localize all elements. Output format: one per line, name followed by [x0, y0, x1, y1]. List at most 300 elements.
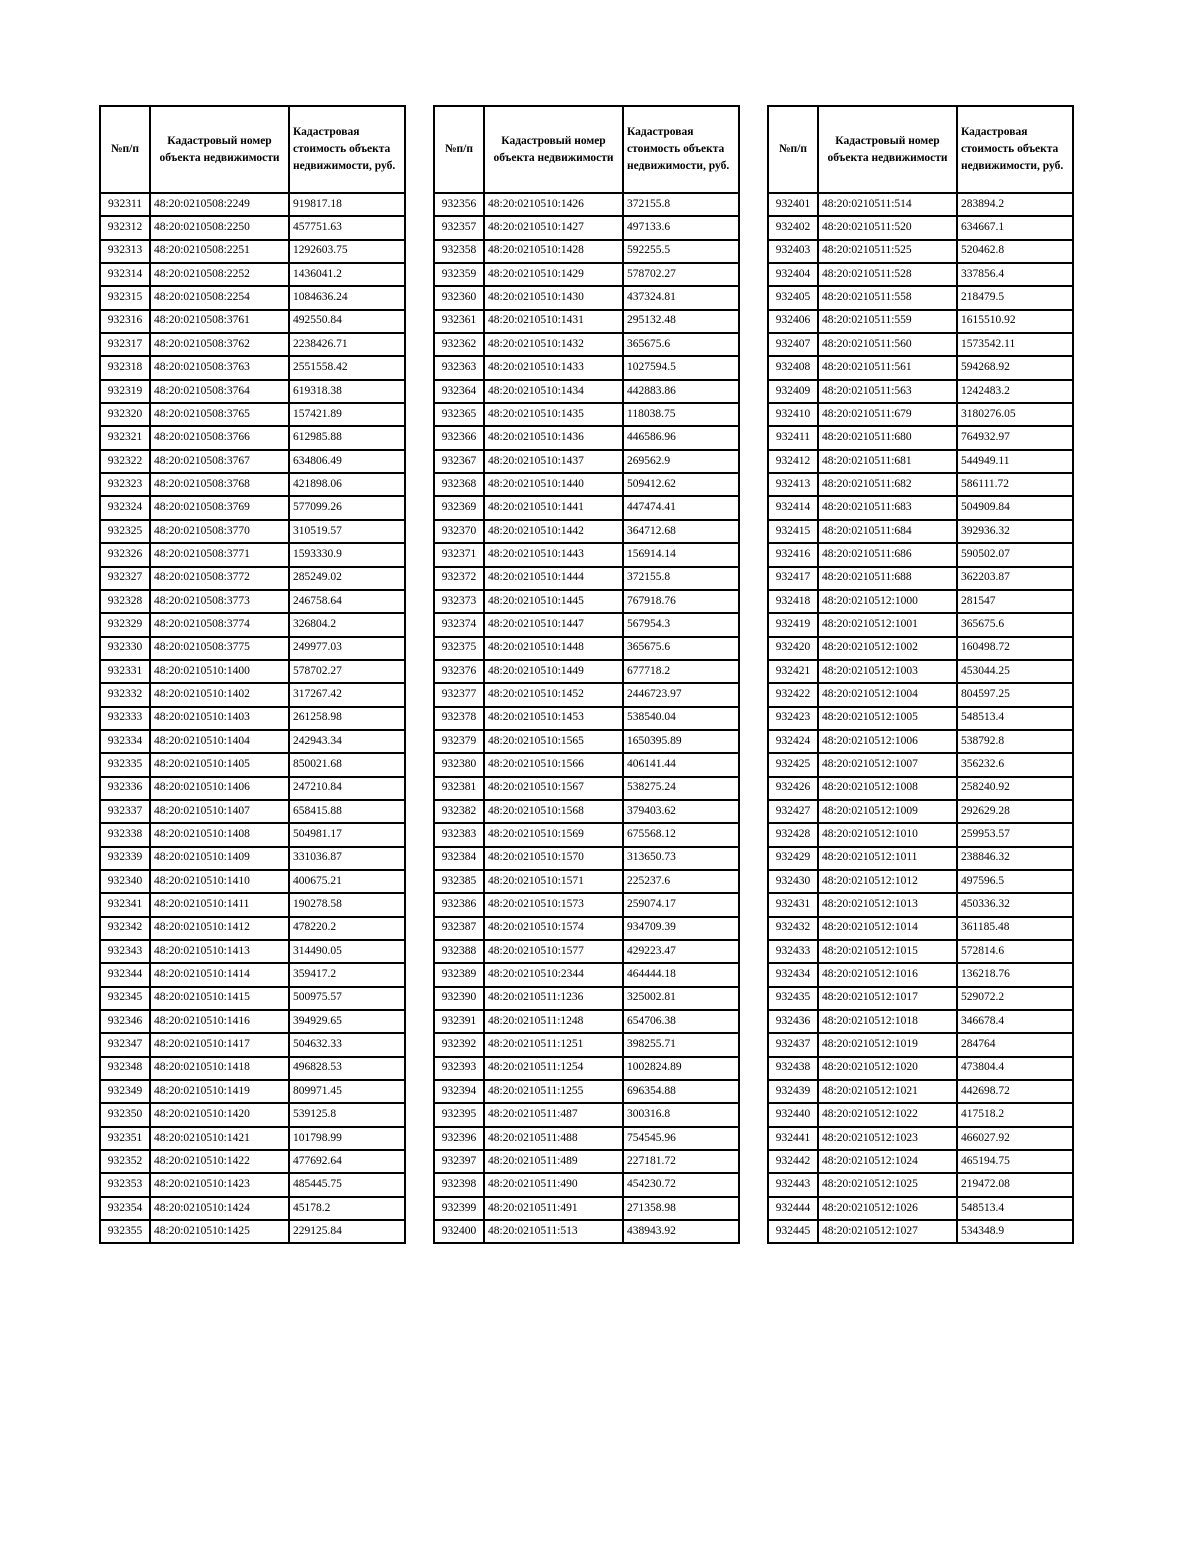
row-number-cell: 932348 [100, 1057, 150, 1080]
cadastral-value-cell: 567954.3 [623, 613, 739, 636]
cadastral-number-cell: 48:20:0210510:1416 [150, 1010, 289, 1033]
cadastral-number-cell: 48:20:0210511:487 [484, 1103, 623, 1126]
row-number-cell: 932369 [434, 496, 484, 519]
cadastral-number-cell: 48:20:0210510:1407 [150, 800, 289, 823]
cadastral-value-cell: 1615510.92 [957, 310, 1073, 333]
table-row [100, 590, 405, 613]
cadastral-number-cell: 48:20:0210510:1406 [150, 777, 289, 800]
cadastral-number-cell: 48:20:0210510:1445 [484, 590, 623, 613]
cadastral-number-cell: 48:20:0210512:1016 [818, 963, 957, 986]
cadastral-value-cell: 314490.05 [289, 940, 405, 963]
table-row [768, 1220, 1073, 1243]
table-row [768, 800, 1073, 823]
row-number-cell: 932431 [768, 893, 818, 916]
table-row [434, 567, 739, 590]
cadastral-number-cell: 48:20:0210511:684 [818, 520, 957, 543]
table-row [434, 637, 739, 660]
row-number-cell: 932356 [434, 193, 484, 216]
cadastral-value-cell: 677718.2 [623, 660, 739, 683]
cadastral-value-cell: 283894.2 [957, 193, 1073, 216]
cadastral-value-cell: 238846.32 [957, 847, 1073, 870]
row-number-cell: 932433 [768, 940, 818, 963]
cadastral-value-cell: 259953.57 [957, 823, 1073, 846]
cadastral-value-cell: 247210.84 [289, 777, 405, 800]
cadastral-number-cell: 48:20:0210512:1014 [818, 917, 957, 940]
cadastral-number-cell: 48:20:0210512:1021 [818, 1080, 957, 1103]
row-number-cell: 932390 [434, 987, 484, 1010]
cadastral-number-cell: 48:20:0210510:1426 [484, 193, 623, 216]
cadastral-value-cell: 392936.32 [957, 520, 1073, 543]
cadastral-number-cell: 48:20:0210510:1428 [484, 240, 623, 263]
cadastral-number-cell: 48:20:0210511:1254 [484, 1057, 623, 1080]
table-row [100, 310, 405, 333]
cadastral-value-cell: 372155.8 [623, 567, 739, 590]
row-number-cell: 932438 [768, 1057, 818, 1080]
row-number-cell: 932311 [100, 193, 150, 216]
cadastral-value-cell: 269562.9 [623, 450, 739, 473]
cadastral-value-cell: 258240.92 [957, 777, 1073, 800]
table-header-row [100, 106, 405, 193]
cadastral-value-cell: 764932.97 [957, 426, 1073, 449]
cadastral-value-cell: 45178.2 [289, 1197, 405, 1220]
row-number-cell: 932378 [434, 707, 484, 730]
row-number-cell: 932440 [768, 1103, 818, 1126]
table-row [768, 403, 1073, 426]
cadastral-value-cell: 249977.03 [289, 637, 405, 660]
cadastral-number-cell: 48:20:0210511:513 [484, 1220, 623, 1243]
cadastral-value-cell: 1650395.89 [623, 730, 739, 753]
cadastral-number-cell: 48:20:0210510:1573 [484, 893, 623, 916]
cadastral-number-cell: 48:20:0210512:1009 [818, 800, 957, 823]
cadastral-value-cell: 477692.64 [289, 1150, 405, 1173]
table-row [434, 1220, 739, 1243]
cadastral-number-cell: 48:20:0210510:1444 [484, 567, 623, 590]
table-row [100, 356, 405, 379]
table-row [434, 263, 739, 286]
cadastral-value-cell: 331036.87 [289, 847, 405, 870]
table-row [768, 707, 1073, 730]
cadastral-value-cell: 442883.86 [623, 380, 739, 403]
table-row [768, 380, 1073, 403]
row-number-cell: 932441 [768, 1127, 818, 1150]
cadastral-number-cell: 48:20:0210511:559 [818, 310, 957, 333]
row-number-cell: 932333 [100, 707, 150, 730]
row-number-cell: 932443 [768, 1173, 818, 1196]
row-number-cell: 932444 [768, 1197, 818, 1220]
cadastral-number-cell: 48:20:0210512:1003 [818, 660, 957, 683]
cadastral-number-cell: 48:20:0210510:1429 [484, 263, 623, 286]
row-number-cell: 932381 [434, 777, 484, 800]
cadastral-value-cell: 365675.6 [623, 333, 739, 356]
cadastral-value-cell: 592255.5 [623, 240, 739, 263]
row-number-cell: 932402 [768, 216, 818, 239]
row-number-cell: 932413 [768, 473, 818, 496]
cadastral-value-cell: 325002.81 [623, 987, 739, 1010]
row-number-cell: 932430 [768, 870, 818, 893]
cadastral-number-cell: 48:20:0210511:1236 [484, 987, 623, 1010]
row-number-cell: 932379 [434, 730, 484, 753]
row-number-cell: 932376 [434, 660, 484, 683]
cadastral-number-cell: 48:20:0210510:1432 [484, 333, 623, 356]
cadastral-table-1 [99, 105, 406, 1244]
cadastral-value-cell: 442698.72 [957, 1080, 1073, 1103]
cadastral-value-cell: 372155.8 [623, 193, 739, 216]
row-number-cell: 932388 [434, 940, 484, 963]
cadastral-number-cell: 48:20:0210510:1415 [150, 987, 289, 1010]
cadastral-value-cell: 509412.62 [623, 473, 739, 496]
cadastral-number-cell: 48:20:0210510:1431 [484, 310, 623, 333]
cadastral-number-cell: 48:20:0210510:1437 [484, 450, 623, 473]
cadastral-number-cell: 48:20:0210511:1251 [484, 1033, 623, 1056]
cadastral-value-cell: 2238426.71 [289, 333, 405, 356]
cadastral-value-cell: 520462.8 [957, 240, 1073, 263]
cadastral-value-cell: 2446723.97 [623, 683, 739, 706]
table-row [768, 963, 1073, 986]
row-number-cell: 932410 [768, 403, 818, 426]
row-number-cell: 932330 [100, 637, 150, 660]
cadastral-value-cell: 242943.34 [289, 730, 405, 753]
row-number-cell: 932377 [434, 683, 484, 706]
row-number-cell: 932437 [768, 1033, 818, 1056]
cadastral-number-cell: 48:20:0210508:3762 [150, 333, 289, 356]
table-row [434, 963, 739, 986]
cadastral-number-cell: 48:20:0210510:1400 [150, 660, 289, 683]
cadastral-number-cell: 48:20:0210508:3771 [150, 543, 289, 566]
cadastral-value-cell: 504981.17 [289, 823, 405, 846]
cadastral-number-cell: 48:20:0210510:1409 [150, 847, 289, 870]
table-row [768, 777, 1073, 800]
table-header-row [434, 106, 739, 193]
table-row [100, 847, 405, 870]
row-number-cell: 932335 [100, 753, 150, 776]
cadastral-number-cell: 48:20:0210512:1000 [818, 590, 957, 613]
cadastral-number-cell: 48:20:0210512:1012 [818, 870, 957, 893]
table-row [100, 637, 405, 660]
cadastral-value-cell: 804597.25 [957, 683, 1073, 706]
cadastral-value-cell: 572814.6 [957, 940, 1073, 963]
row-number-cell: 932334 [100, 730, 150, 753]
cadastral-number-cell: 48:20:0210508:3761 [150, 310, 289, 333]
row-number-cell: 932352 [100, 1150, 150, 1173]
row-number-cell: 932328 [100, 590, 150, 613]
cadastral-number-cell: 48:20:0210510:1423 [150, 1173, 289, 1196]
row-number-cell: 932407 [768, 333, 818, 356]
cadastral-value-cell: 454230.72 [623, 1173, 739, 1196]
cadastral-value-cell: 634667.1 [957, 216, 1073, 239]
cadastral-number-cell: 48:20:0210511:520 [818, 216, 957, 239]
table-row [434, 893, 739, 916]
table-row [100, 1197, 405, 1220]
cadastral-value-cell: 406141.44 [623, 753, 739, 776]
cadastral-value-cell: 421898.06 [289, 473, 405, 496]
cadastral-number-cell: 48:20:0210512:1023 [818, 1127, 957, 1150]
cadastral-value-cell: 1002824.89 [623, 1057, 739, 1080]
table-row [100, 473, 405, 496]
table-row [100, 893, 405, 916]
cadastral-number-cell: 48:20:0210510:1421 [150, 1127, 289, 1150]
cadastral-value-cell: 675568.12 [623, 823, 739, 846]
table-row [100, 240, 405, 263]
cadastral-number-cell: 48:20:0210512:1007 [818, 753, 957, 776]
cadastral-value-cell: 496828.53 [289, 1057, 405, 1080]
cadastral-value-cell: 292629.28 [957, 800, 1073, 823]
table-row [100, 707, 405, 730]
cadastral-number-cell: 48:20:0210512:1027 [818, 1220, 957, 1243]
table-row [100, 683, 405, 706]
cadastral-value-cell: 538275.24 [623, 777, 739, 800]
cadastral-number-cell: 48:20:0210508:2251 [150, 240, 289, 263]
row-number-cell: 932317 [100, 333, 150, 356]
row-number-cell: 932414 [768, 496, 818, 519]
table-row [434, 1173, 739, 1196]
row-number-cell: 932347 [100, 1033, 150, 1056]
cadastral-value-cell: 919817.18 [289, 193, 405, 216]
table-row [768, 1057, 1073, 1080]
table-row [434, 333, 739, 356]
row-number-cell: 932321 [100, 426, 150, 449]
row-number-cell: 932325 [100, 520, 150, 543]
cadastral-number-cell: 48:20:0210511:683 [818, 496, 957, 519]
table-row [768, 1150, 1073, 1173]
cadastral-value-cell: 612985.88 [289, 426, 405, 449]
cadastral-number-cell: 48:20:0210511:489 [484, 1150, 623, 1173]
cadastral-number-cell: 48:20:0210510:1447 [484, 613, 623, 636]
cadastral-value-cell: 809971.45 [289, 1080, 405, 1103]
table-row [768, 1010, 1073, 1033]
cadastral-value-cell: 586111.72 [957, 473, 1073, 496]
cadastral-number-cell: 48:20:0210511:525 [818, 240, 957, 263]
table-row [434, 496, 739, 519]
column-header-cadastral-number: Кадастровый номер объекта недвижимости [818, 106, 957, 193]
table-row [768, 730, 1073, 753]
row-number-cell: 932432 [768, 917, 818, 940]
cadastral-number-cell: 48:20:0210510:1565 [484, 730, 623, 753]
cadastral-number-cell: 48:20:0210510:1424 [150, 1197, 289, 1220]
row-number-cell: 932386 [434, 893, 484, 916]
cadastral-number-cell: 48:20:0210510:1430 [484, 286, 623, 309]
row-number-cell: 932312 [100, 216, 150, 239]
table-body [768, 193, 1073, 1243]
table-row [768, 310, 1073, 333]
row-number-cell: 932371 [434, 543, 484, 566]
cadastral-number-cell: 48:20:0210508:3769 [150, 496, 289, 519]
cadastral-number-cell: 48:20:0210510:1412 [150, 917, 289, 940]
cadastral-number-cell: 48:20:0210510:1403 [150, 707, 289, 730]
row-number-cell: 932422 [768, 683, 818, 706]
row-number-cell: 932331 [100, 660, 150, 683]
table-row [434, 216, 739, 239]
row-number-cell: 932396 [434, 1127, 484, 1150]
row-number-cell: 932412 [768, 450, 818, 473]
cadastral-value-cell: 157421.89 [289, 403, 405, 426]
cadastral-value-cell: 457751.63 [289, 216, 405, 239]
cadastral-value-cell: 504909.84 [957, 496, 1073, 519]
table-row [768, 847, 1073, 870]
cadastral-number-cell: 48:20:0210512:1004 [818, 683, 957, 706]
table-row [768, 426, 1073, 449]
row-number-cell: 932404 [768, 263, 818, 286]
row-number-cell: 932421 [768, 660, 818, 683]
table-row [434, 403, 739, 426]
table-row [434, 356, 739, 379]
cadastral-number-cell: 48:20:0210508:3766 [150, 426, 289, 449]
cadastral-number-cell: 48:20:0210508:3775 [150, 637, 289, 660]
row-number-cell: 932439 [768, 1080, 818, 1103]
column-header-number: №п/п [768, 106, 818, 193]
table-row [100, 426, 405, 449]
table-row [100, 496, 405, 519]
cadastral-value-cell: 281547 [957, 590, 1073, 613]
cadastral-value-cell: 160498.72 [957, 637, 1073, 660]
cadastral-value-cell: 394929.65 [289, 1010, 405, 1033]
cadastral-number-cell: 48:20:0210512:1026 [818, 1197, 957, 1220]
cadastral-number-cell: 48:20:0210510:1448 [484, 637, 623, 660]
row-number-cell: 932401 [768, 193, 818, 216]
table-row [100, 1010, 405, 1033]
table-row [434, 450, 739, 473]
cadastral-number-cell: 48:20:0210511:563 [818, 380, 957, 403]
cadastral-number-cell: 48:20:0210511:490 [484, 1173, 623, 1196]
table-row [100, 263, 405, 286]
cadastral-number-cell: 48:20:0210508:2250 [150, 216, 289, 239]
cadastral-value-cell: 361185.48 [957, 917, 1073, 940]
row-number-cell: 932411 [768, 426, 818, 449]
cadastral-value-cell: 447474.41 [623, 496, 739, 519]
row-number-cell: 932350 [100, 1103, 150, 1126]
table-row [100, 567, 405, 590]
table-row [434, 380, 739, 403]
cadastral-value-cell: 429223.47 [623, 940, 739, 963]
table-row [768, 753, 1073, 776]
row-number-cell: 932420 [768, 637, 818, 660]
row-number-cell: 932338 [100, 823, 150, 846]
cadastral-number-cell: 48:20:0210512:1013 [818, 893, 957, 916]
row-number-cell: 932428 [768, 823, 818, 846]
cadastral-value-cell: 337856.4 [957, 263, 1073, 286]
row-number-cell: 932375 [434, 637, 484, 660]
table-row [768, 870, 1073, 893]
row-number-cell: 932427 [768, 800, 818, 823]
table-row [434, 1080, 739, 1103]
row-number-cell: 932415 [768, 520, 818, 543]
cadastral-value-cell: 285249.02 [289, 567, 405, 590]
cadastral-number-cell: 48:20:0210510:1571 [484, 870, 623, 893]
table-row [768, 987, 1073, 1010]
row-number-cell: 932366 [434, 426, 484, 449]
cadastral-number-cell: 48:20:0210511:514 [818, 193, 957, 216]
cadastral-value-cell: 465194.75 [957, 1150, 1073, 1173]
table-body [100, 193, 405, 1243]
row-number-cell: 932387 [434, 917, 484, 940]
cadastral-number-cell: 48:20:0210511:680 [818, 426, 957, 449]
table-row [100, 730, 405, 753]
row-number-cell: 932368 [434, 473, 484, 496]
cadastral-number-cell: 48:20:0210510:1577 [484, 940, 623, 963]
table-row [434, 473, 739, 496]
cadastral-value-cell: 497596.5 [957, 870, 1073, 893]
row-number-cell: 932380 [434, 753, 484, 776]
cadastral-value-cell: 767918.76 [623, 590, 739, 613]
row-number-cell: 932399 [434, 1197, 484, 1220]
table-row [434, 730, 739, 753]
table-row [768, 496, 1073, 519]
cadastral-number-cell: 48:20:0210510:1419 [150, 1080, 289, 1103]
row-number-cell: 932389 [434, 963, 484, 986]
table-row [768, 660, 1073, 683]
table-row [434, 240, 739, 263]
cadastral-value-cell: 225237.6 [623, 870, 739, 893]
table-row [100, 660, 405, 683]
cadastral-value-cell: 850021.68 [289, 753, 405, 776]
table-row [100, 286, 405, 309]
cadastral-number-cell: 48:20:0210510:1569 [484, 823, 623, 846]
table-row [100, 380, 405, 403]
table-row [100, 753, 405, 776]
table-row [434, 1057, 739, 1080]
table-row [434, 683, 739, 706]
table-row [100, 403, 405, 426]
cadastral-value-cell: 261258.98 [289, 707, 405, 730]
cadastral-number-cell: 48:20:0210508:3772 [150, 567, 289, 590]
cadastral-value-cell: 1027594.5 [623, 356, 739, 379]
row-number-cell: 932435 [768, 987, 818, 1010]
cadastral-number-cell: 48:20:0210511:558 [818, 286, 957, 309]
row-number-cell: 932367 [434, 450, 484, 473]
cadastral-table-2 [433, 105, 740, 1244]
table-row [100, 333, 405, 356]
table-row [100, 216, 405, 239]
table-row [100, 940, 405, 963]
cadastral-value-cell: 594268.92 [957, 356, 1073, 379]
cadastral-number-cell: 48:20:0210510:1434 [484, 380, 623, 403]
row-number-cell: 932344 [100, 963, 150, 986]
cadastral-value-cell: 271358.98 [623, 1197, 739, 1220]
table-row [100, 193, 405, 216]
table-row [768, 917, 1073, 940]
cadastral-number-cell: 48:20:0210510:1435 [484, 403, 623, 426]
table-row [434, 193, 739, 216]
table-row [768, 193, 1073, 216]
cadastral-number-cell: 48:20:0210510:1404 [150, 730, 289, 753]
column-header-number: №п/п [434, 106, 484, 193]
cadastral-number-cell: 48:20:0210508:2252 [150, 263, 289, 286]
table-row [768, 1080, 1073, 1103]
cadastral-value-cell: 453044.25 [957, 660, 1073, 683]
cadastral-value-cell: 450336.32 [957, 893, 1073, 916]
cadastral-value-cell: 466027.92 [957, 1127, 1073, 1150]
cadastral-value-cell: 478220.2 [289, 917, 405, 940]
table-row [434, 847, 739, 870]
cadastral-number-cell: 48:20:0210511:488 [484, 1127, 623, 1150]
table-row [100, 1173, 405, 1196]
cadastral-value-cell: 365675.6 [957, 613, 1073, 636]
table-row [434, 310, 739, 333]
table-row [434, 613, 739, 636]
row-number-cell: 932400 [434, 1220, 484, 1243]
table-row [434, 520, 739, 543]
row-number-cell: 932332 [100, 683, 150, 706]
table-row [768, 450, 1073, 473]
cadastral-value-cell: 473804.4 [957, 1057, 1073, 1080]
cadastral-number-cell: 48:20:0210511:682 [818, 473, 957, 496]
cadastral-value-cell: 446586.96 [623, 426, 739, 449]
cadastral-value-cell: 317267.42 [289, 683, 405, 706]
cadastral-value-cell: 2551558.42 [289, 356, 405, 379]
cadastral-number-cell: 48:20:0210511:491 [484, 1197, 623, 1220]
cadastral-number-cell: 48:20:0210510:1427 [484, 216, 623, 239]
cadastral-number-cell: 48:20:0210510:1414 [150, 963, 289, 986]
row-number-cell: 932406 [768, 310, 818, 333]
